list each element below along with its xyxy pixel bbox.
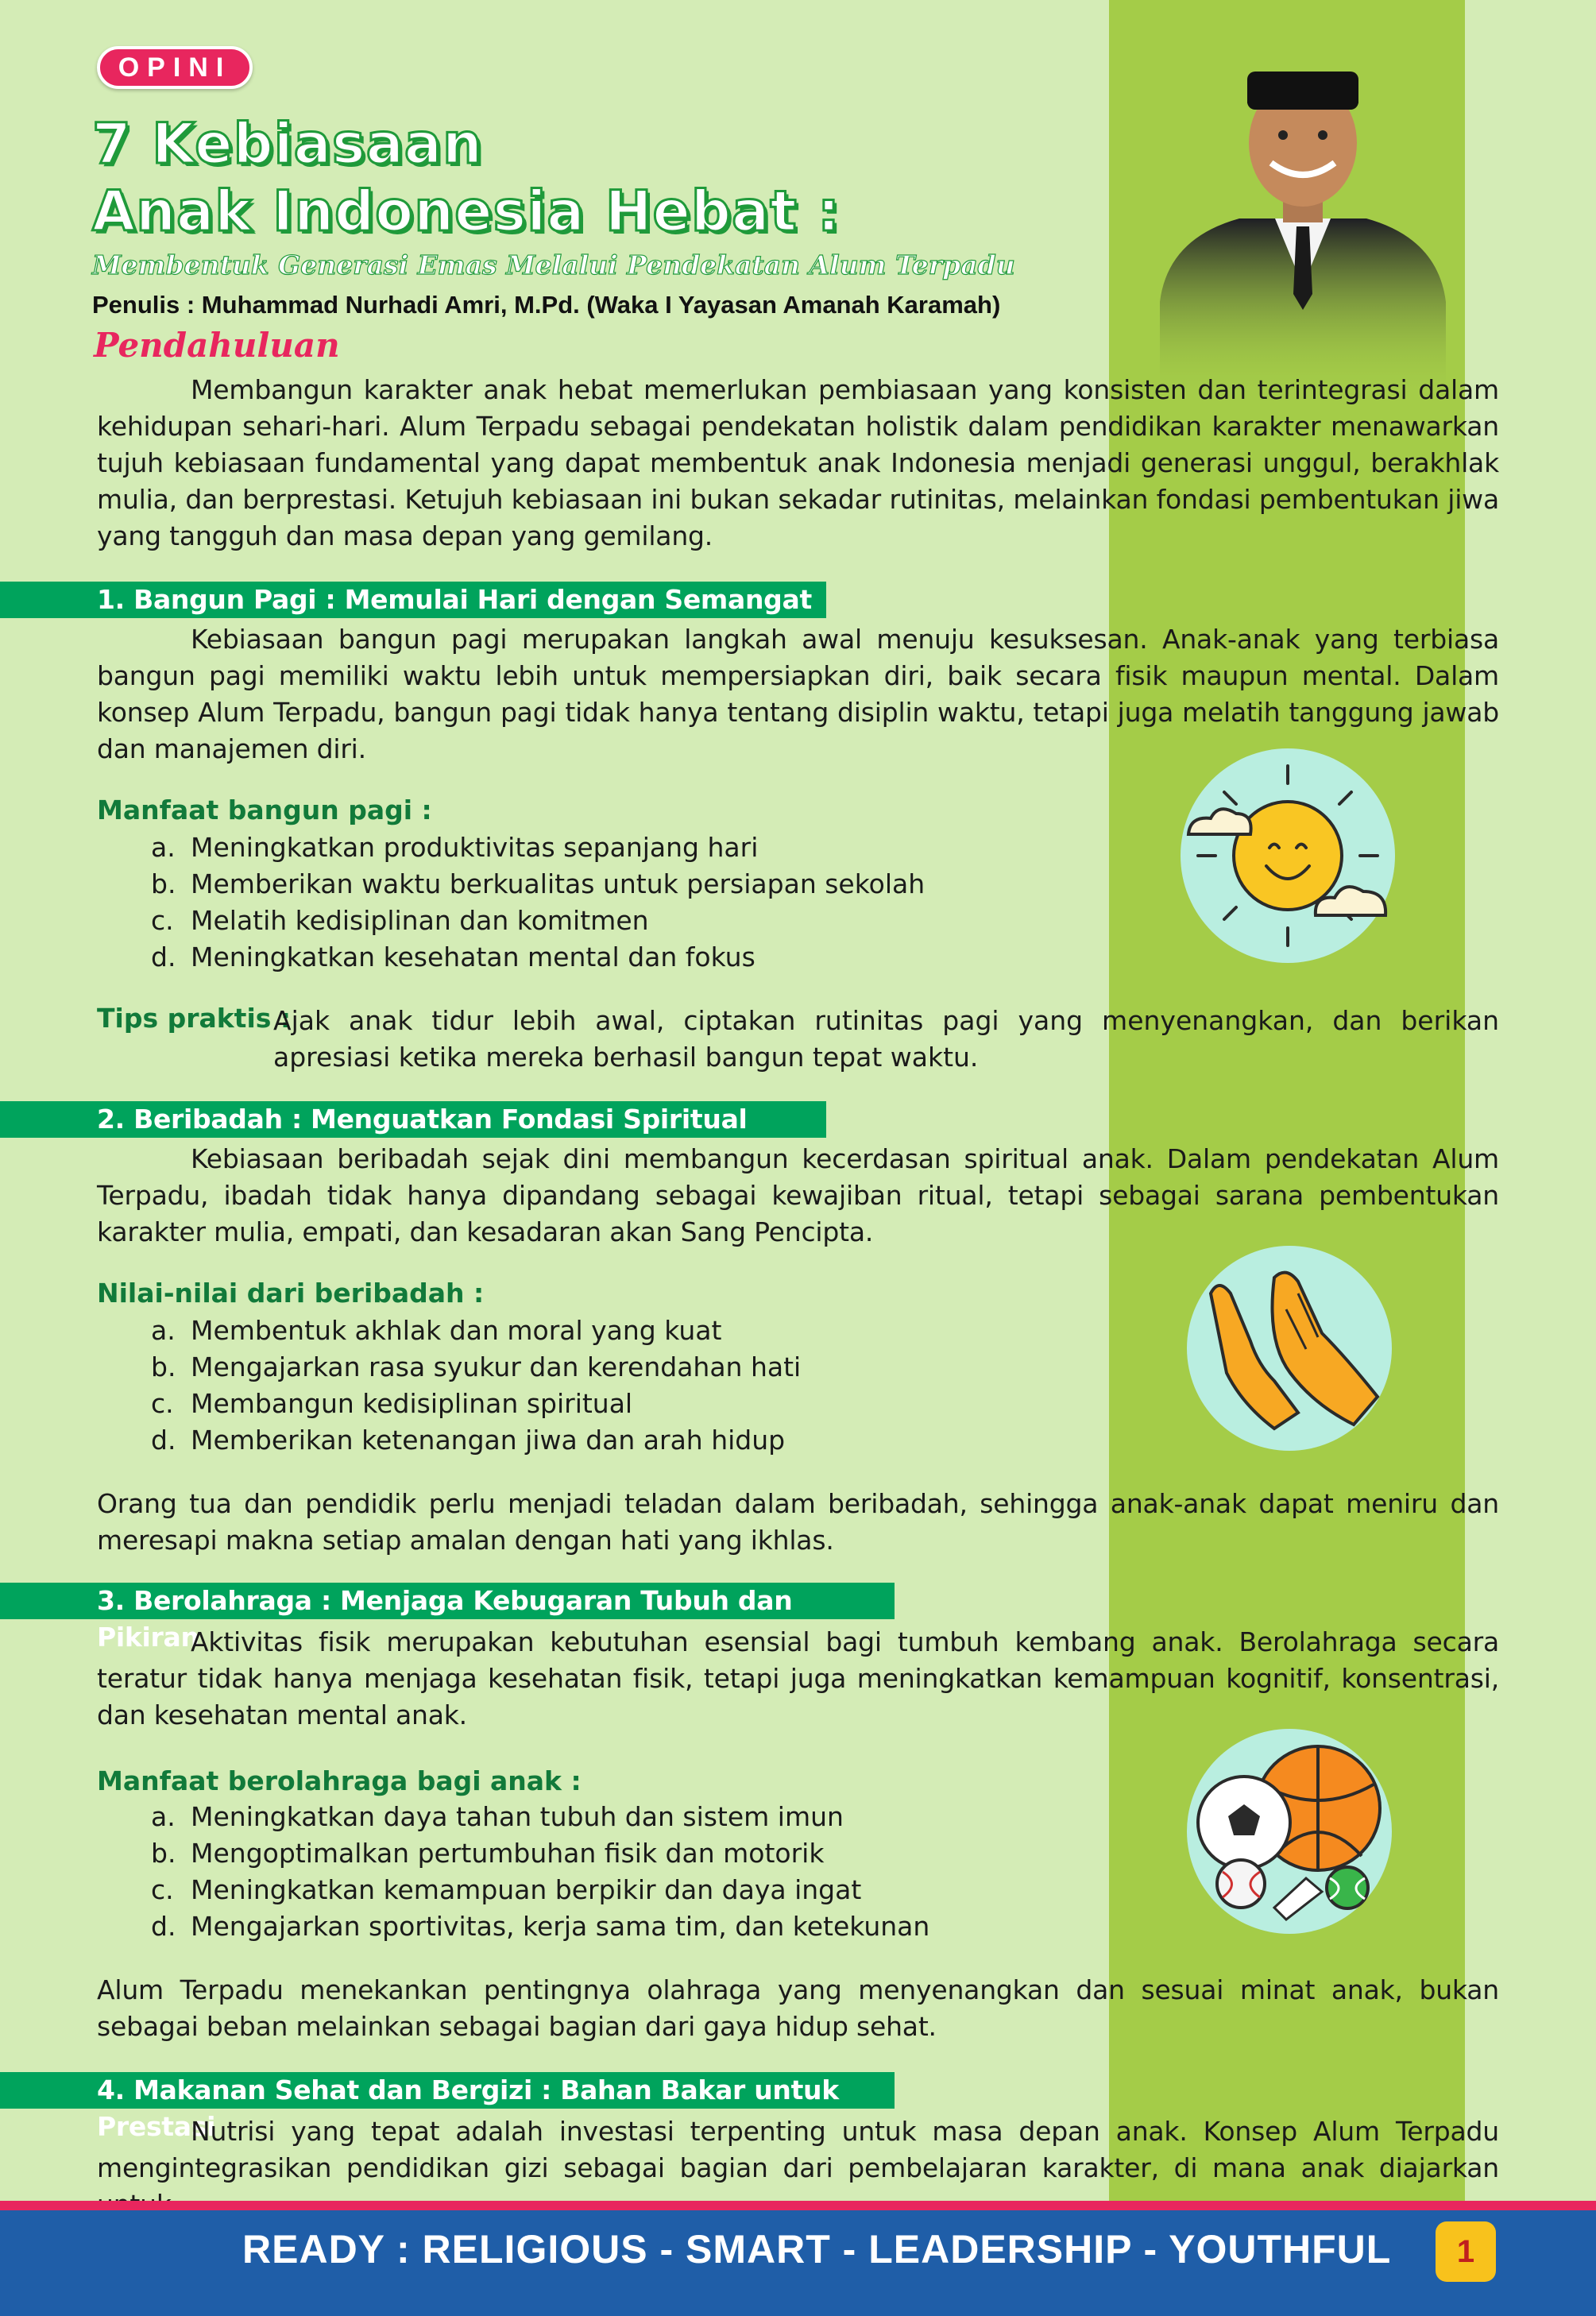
- category-badge: OPINI: [97, 46, 253, 89]
- list-item: b. Mengajarkan rasa syukur dan kerendahan hati: [151, 1351, 802, 1382]
- title-line-1: 7 Kebiasaan: [92, 111, 483, 176]
- list-item: d. Mengajarkan sportivitas, kerja sama tim, dan ketekunan: [151, 1911, 930, 1942]
- section-4-heading: 4. Makanan Sehat dan Bergizi : Bahan Bakar untuk Prestasi: [0, 2072, 895, 2109]
- list-item: b. Memberikan waktu berkualitas untuk persiapan sekolah: [151, 868, 926, 899]
- page-number: 1: [1436, 2221, 1496, 2282]
- sports-balls-icon: [1187, 1729, 1392, 1934]
- section-2-list: [151, 1313, 801, 1459]
- intro-paragraph: Membangun karakter anak hebat memerlukan pembiasaan yang konsisten dan terintegrasi dalam kehidupan sehari-hari. Alum Terpadu sebagai pendekatan holistik dalam pendidikan karakter menawarkan tujuh kebiasaan fundamental yang dapat membentuk anak Indonesia menjadi generasi unggul, berakhlak mulia, dan berprestasi. Ketujuh kebiasaan ini bukan sekadar rutinitas, melainkan fondasi pembentukan jiwa yang tangguh dan masa depan yang gemilang.: [97, 374, 1499, 551]
- list-item: b. Mengoptimalkan pertumbuhan fisik dan motorik: [151, 1838, 825, 1869]
- list-item: a. Meningkatkan produktivitas sepanjang hari: [151, 832, 759, 863]
- section-3-list-title: Manfaat berolahraga bagi anak :: [97, 1765, 582, 1796]
- section-1-list-title: Manfaat bangun pagi :: [97, 795, 432, 825]
- section-2-heading: 2. Beribadah : Menguatkan Fondasi Spiritual: [0, 1101, 826, 1138]
- section-1-list: [151, 829, 925, 976]
- tips-label: Tips praktis :: [97, 1003, 292, 1034]
- section-3-closing: Alum Terpadu menekankan pentingnya olahraga yang menyenangkan dan sesuai minat anak, bukan sebagai beban melainkan sebagai bagian dari gaya hidup sehat.: [97, 1974, 1499, 2042]
- section-1-heading: 1. Bangun Pagi : Memulai Hari dengan Semangat: [0, 582, 826, 618]
- list-item: a. Meningkatkan daya tahan tubuh dan sistem imun: [151, 1801, 844, 1832]
- list-item: d. Memberikan ketenangan jiwa dan arah hidup: [151, 1425, 786, 1456]
- tips-text: Ajak anak tidur lebih awal, ciptakan rutinitas pagi yang menyenangkan, dan berikan apresiasi ketika mereka berhasil bangun tepat waktu.: [273, 1005, 1499, 1073]
- list-item: c. Membangun kedisiplinan spiritual: [151, 1388, 633, 1419]
- sun-icon: [1181, 748, 1395, 963]
- section-3-paragraph: Aktivitas fisik merupakan kebutuhan esensial bagi tumbuh kembang anak. Berolahraga secara teratur tidak hanya menjaga kesehatan fisik, tetapi juga meningkatkan kemampuan kognitif, konsentrasi, dan kesehatan mental anak.: [97, 1626, 1499, 1730]
- list-item: a. Membentuk akhlak dan moral yang kuat: [151, 1315, 722, 1346]
- author-line: Penulis : Muhammad Nurhadi Amri, M.Pd. (Waka I Yayasan Amanah Karamah): [92, 291, 1001, 319]
- title-line-2: Anak Indonesia Hebat :: [92, 179, 841, 244]
- section-2-paragraph: Kebiasaan beribadah sejak dini membangun kecerdasan spiritual anak. Dalam pendekatan Alum Terpadu, ibadah tidak hanya dipandang sebagai kewajiban ritual, tetapi sebagai sarana pembentukan karakter mulia, empati, dan kesadaran akan Sang Pencipta.: [97, 1143, 1499, 1247]
- praying-hands-icon: [1187, 1246, 1392, 1451]
- footer-accent-line: [0, 2201, 1596, 2210]
- list-item: c. Meningkatkan kemampuan berpikir dan daya ingat: [151, 1874, 862, 1905]
- footer-motto: READY : RELIGIOUS - SMART - LEADERSHIP - YOUTHFUL: [242, 2227, 1392, 2272]
- section-1-paragraph: Kebiasaan bangun pagi merupakan langkah awal menuju kesuksesan. Anak-anak yang terbiasa bangun pagi memiliki waktu lebih untuk mempersiapkan diri, baik secara fisik maupun mental. Dalam konsep Alum Terpadu, bangun pagi tidak hanya tentang disiplin waktu, tetapi juga melatih tanggung jawab dan manajemen diri.: [97, 624, 1499, 764]
- intro-heading: Pendahuluan: [94, 326, 340, 365]
- section-4-paragraph: Nutrisi yang tepat adalah investasi terpenting untuk masa depan anak. Konsep Alum Terpadu mengintegrasikan pendidikan gizi sebagai bagian dari pembelajaran karakter, di mana anak diajarkan: [97, 2116, 1499, 2183]
- list-item: d. Meningkatkan kesehatan mental dan fokus: [151, 941, 755, 972]
- author-portrait: [1144, 56, 1462, 397]
- section-3-heading: 3. Berolahraga : Menjaga Kebugaran Tubuh dan Pikiran: [0, 1583, 895, 1619]
- subtitle: Membentuk Generasi Emas Melalui Pendekatan Alum Terpadu: [92, 249, 1015, 280]
- list-item: c. Melatih kedisiplinan dan komitmen: [151, 905, 649, 936]
- section-2-closing: Orang tua dan pendidik perlu menjadi teladan dalam beribadah, sehingga anak-anak dapat meniru dan meresapi makna setiap amalan dengan hati yang ikhlas.: [97, 1488, 1499, 1556]
- section-2-list-title: Nilai-nilai dari beribadah :: [97, 1278, 485, 1309]
- section-3-list: [151, 1799, 929, 1945]
